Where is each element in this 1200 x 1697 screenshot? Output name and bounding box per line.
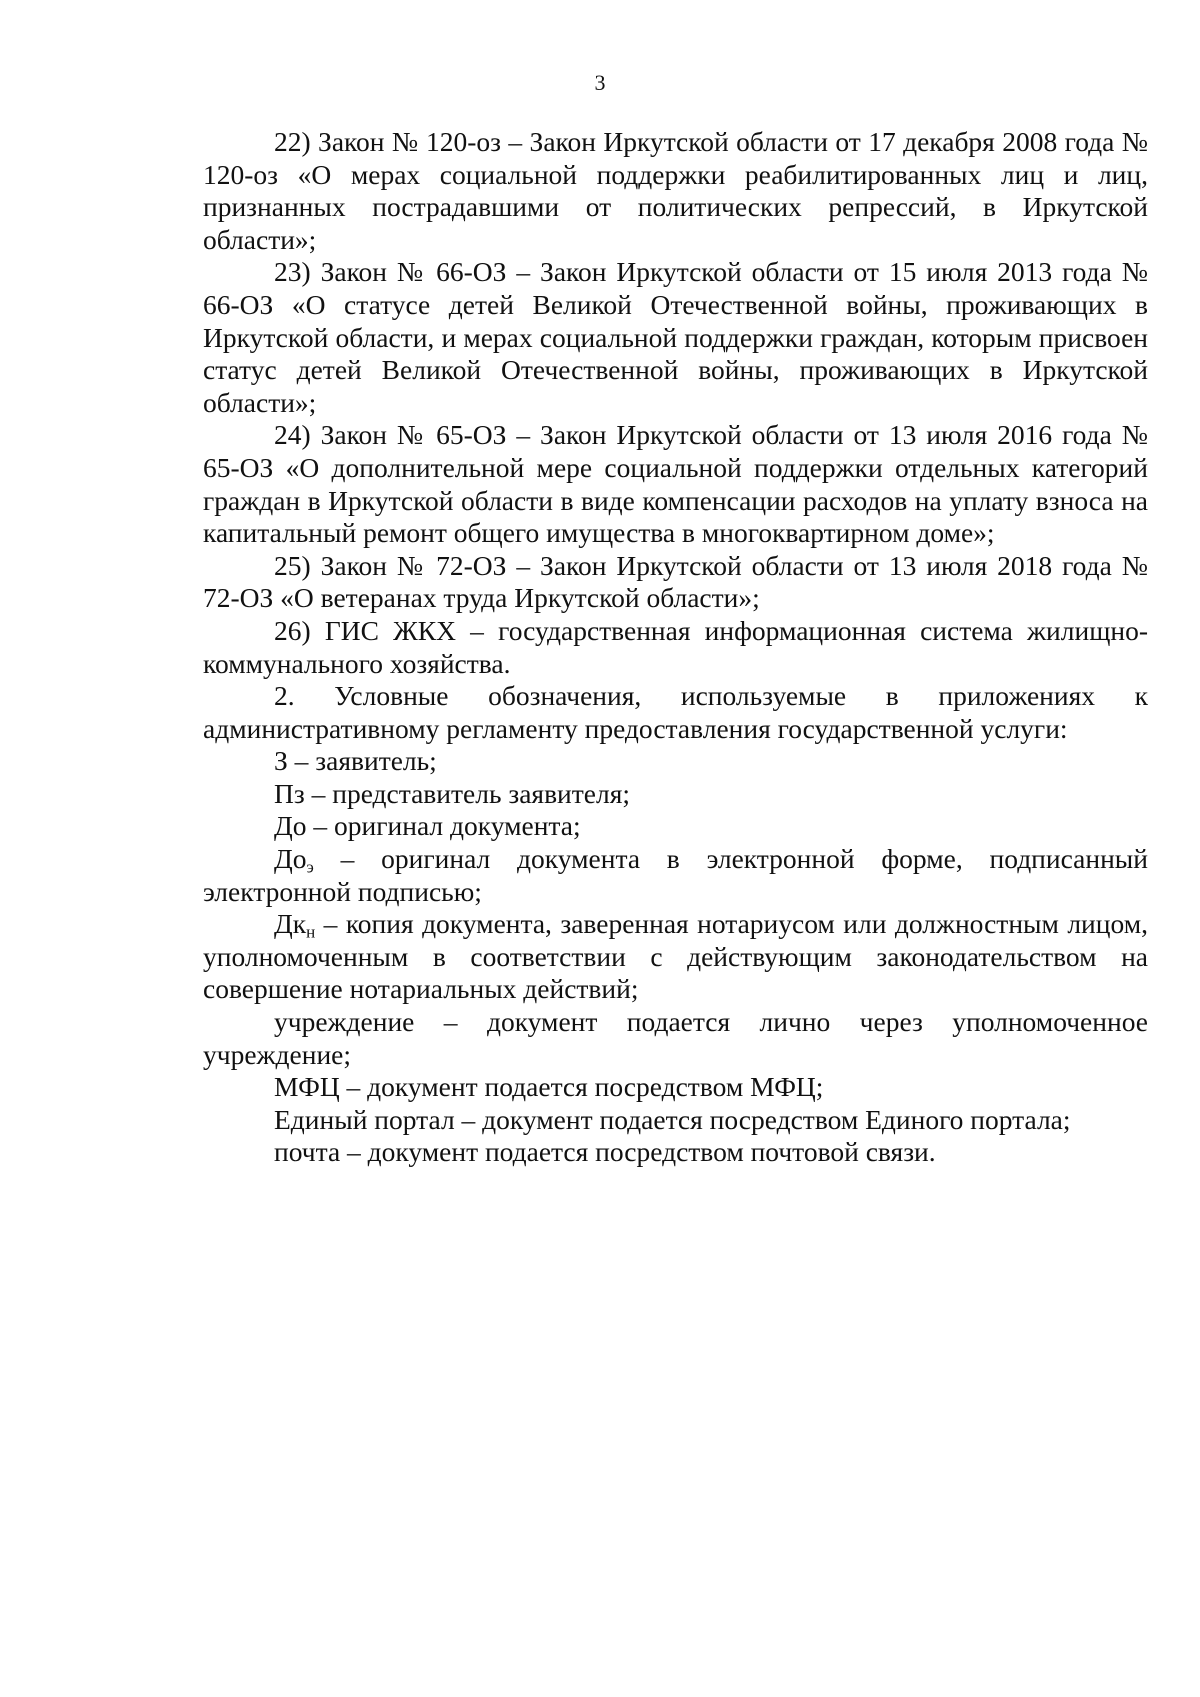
definition-item-25: 25) Закон № 72-ОЗ – Закон Иркутской области от 13 июля 2018 года № 72-ОЗ «О ветеранах труда Иркутской области»;	[203, 549, 1148, 614]
definition-item-23: 23) Закон № 66-ОЗ – Закон Иркутской области от 15 июля 2013 года № 66-ОЗ «О статусе детей Великой Отечественной войны, проживающих в Иркутской области, и мерах социальной поддержки граждан, которым присвоен статус детей Великой Отечественной войны, проживающих в Иркутской области»;	[203, 256, 1148, 418]
legend-item-institution: учреждение – документ подается лично через уполномоченное учреждение;	[203, 1006, 1148, 1070]
definition-item-24: 24) Закон № 65-ОЗ – Закон Иркутской области от 13 июля 2016 года № 65-ОЗ «О дополнительной мере социальной поддержки отдельных категорий граждан в Иркутской области в виде компенсации расходов на уплату взноса на капитальный ремонт общего имущества в многоквартирном доме»;	[203, 419, 1148, 549]
legend-item-mfc: МФЦ – документ подается посредством МФЦ;	[274, 1071, 824, 1103]
legend-description: – копия документа, заверенная нотариусом или должностным лицом, уполномоченным в соответствии с действующим законодательством на совершение нотариальных действий;	[203, 908, 1148, 1005]
legend-description: – оригинал документа в электронной форме, подписанный электронной подписью;	[203, 843, 1148, 907]
legend-item-mail: почта – документ подается посредством почтовой связи.	[274, 1136, 936, 1168]
legend-item-representative: Пз – представитель заявителя;	[274, 777, 631, 809]
section-2-intro: 2. Условные обозначения, используемые в приложениях к административному регламенту предоставления государственной услуги:	[203, 680, 1148, 744]
abbreviation-subscript: н	[306, 922, 316, 942]
legend-item-applicant: З – заявитель;	[274, 745, 437, 777]
abbreviation: До	[274, 843, 307, 875]
abbreviation-subscript: э	[306, 857, 314, 877]
definition-item-26: 26) ГИС ЖКХ – государственная информационная система жилищно-коммунального хозяйства.	[203, 614, 1148, 679]
definition-item-22: 22) Закон № 120-оз – Закон Иркутской области от 17 декабря 2008 года № 120-оз «О мерах социальной поддержки реабилитированных лиц и лиц, признанных пострадавшими от политических репрессий, в Иркутской области»;	[203, 126, 1148, 255]
abbreviation: Дк	[274, 908, 307, 940]
document-body	[203, 126, 1148, 1169]
page-number: 3	[594, 70, 606, 95]
legend-item-electronic-original	[203, 843, 1148, 908]
legend-item-notarized-copy	[203, 908, 1148, 1006]
legend-item-original: До – оригинал документа;	[274, 810, 581, 842]
legend-item-portal: Единый портал – документ подается посредством Единого портала;	[274, 1103, 1071, 1135]
